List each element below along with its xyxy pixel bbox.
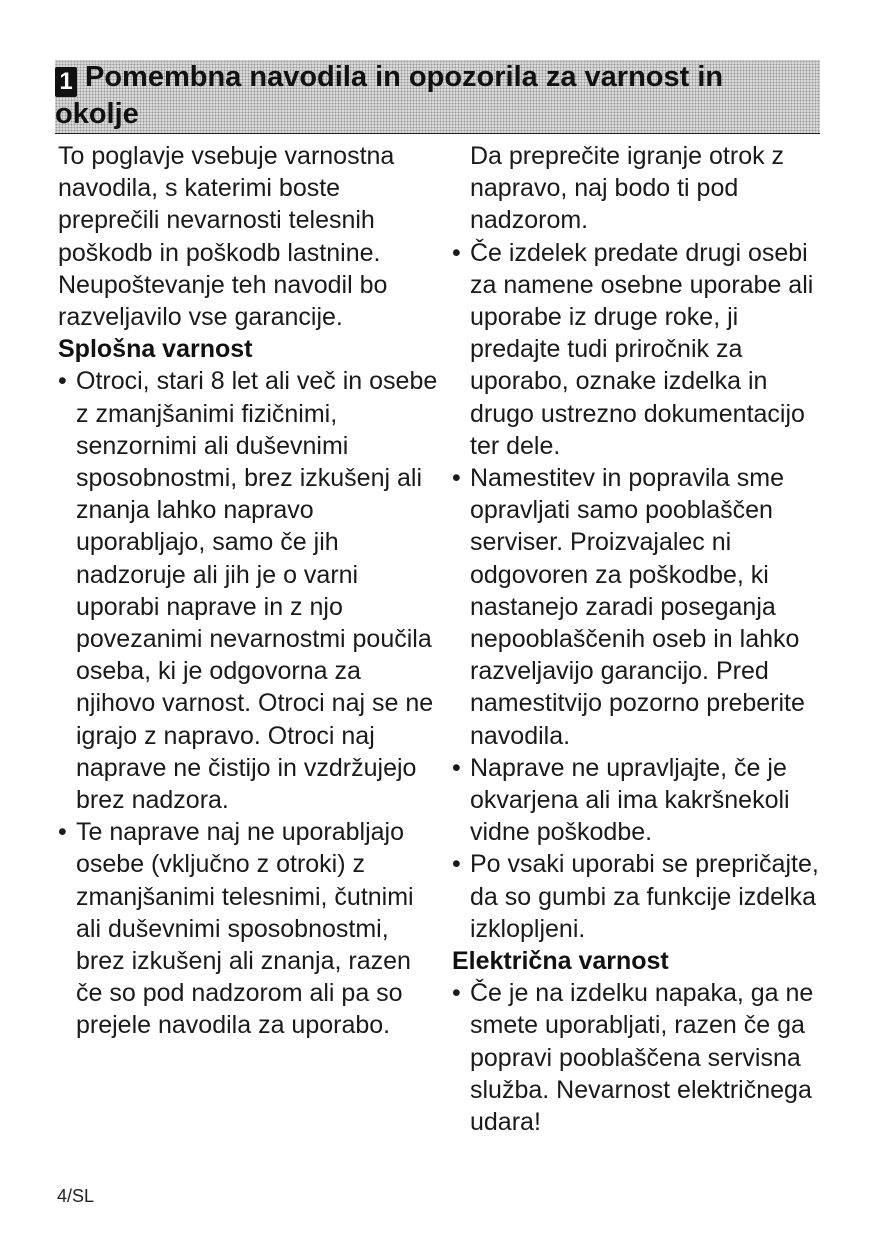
bullet-icon: • [452,979,461,1008]
list-item: • Otroci, stari 8 let ali več in osebe z zmanjšanimi fizičnimi, senzornimi ali duševnimi sposobnostmi, brez izkušenj ali znanja lahko napravo uporabljajo, samo če jih nadzoruje ali jih je o varni uporabi naprave in z njo povezanimi nevarnostmi poučila oseba, ki je odgovorna za njihovo varnost. Otroci naj se ne igrajo z napravo. Otroci naj naprave ne čistijo in vzdržujejo brez nadzora. [58,367,438,815]
general-safety-heading: Splošna varnost [58,335,253,364]
section-number-badge: 1 [55,67,77,97]
bullet-icon: • [452,238,461,267]
bullet-icon: • [452,850,461,879]
list-item: • Če izdelek predate drugi osebi za namene osebne uporabe ali uporabe iz druge roke, ji predajte tudi priročnik za uporabo, oznake izdelka in drugo ustrezno dokumentacijo ter dele. [452,238,814,460]
list-item-continuation: Da preprečite igranje otrok z napravo, naj bodo ti pod nadzorom. [470,142,785,235]
electrical-safety-heading: Električna varnost [452,947,669,976]
list-item: • Naprave ne upravljajte, če je okvarjena ali ima kakršnekoli vidne poškodbe. [452,753,790,847]
bullet-icon: • [58,818,67,847]
list-item: • Te naprave naj ne uporabljajo osebe (vključno z otroki) z zmanjšanimi telesnimi, čutnimi ali duševnimi sposobnostmi, brez izkušenj ali znanja, razen če so pod nadzorom ali pa so prejele navodila za uporabo. [58,818,414,1040]
intro-paragraph: To poglavje vsebuje varnostna navodila, s katerimi boste preprečili nevarnosti telesnih poškodb in poškodb lastnine. Neupoštevanje teh navodil bo razveljavilo vse garancije. [58,142,395,332]
section-title-text: Pomembna navodila in opozorila za varnost in okolje [55,61,724,130]
list-item: • Namestitev in popravila sme opravljati samo pooblaščen serviser. Proizvajalec ni odgovoren za poškodbe, ki nastanejo zaradi poseganja nepooblaščenih oseb in lahko razveljavijo garancijo. Pred namestitvijo pozorno preberite navodila. [452,464,805,750]
page-number: 4/SL [57,1186,95,1206]
bullet-icon: • [452,753,461,782]
general-safety-list [58,365,440,1041]
list-item: • Po vsaki uporabi se prepričajte, da so gumbi za funkcije izdelka izklopljeni. [452,850,819,943]
right-column [452,140,827,1138]
general-safety-list-continued [452,237,827,945]
bullet-icon: • [58,367,67,396]
electrical-safety-list [452,977,827,1138]
bullet-icon: • [452,464,461,493]
section-title [55,60,795,132]
section-header [55,60,820,134]
list-item: • Če je na izdelku napaka, ga ne smete uporabljati, razen če ga popravi pooblaščena servisna služba. Nevarnost električnega udara! [452,979,814,1137]
left-column [58,140,440,1042]
